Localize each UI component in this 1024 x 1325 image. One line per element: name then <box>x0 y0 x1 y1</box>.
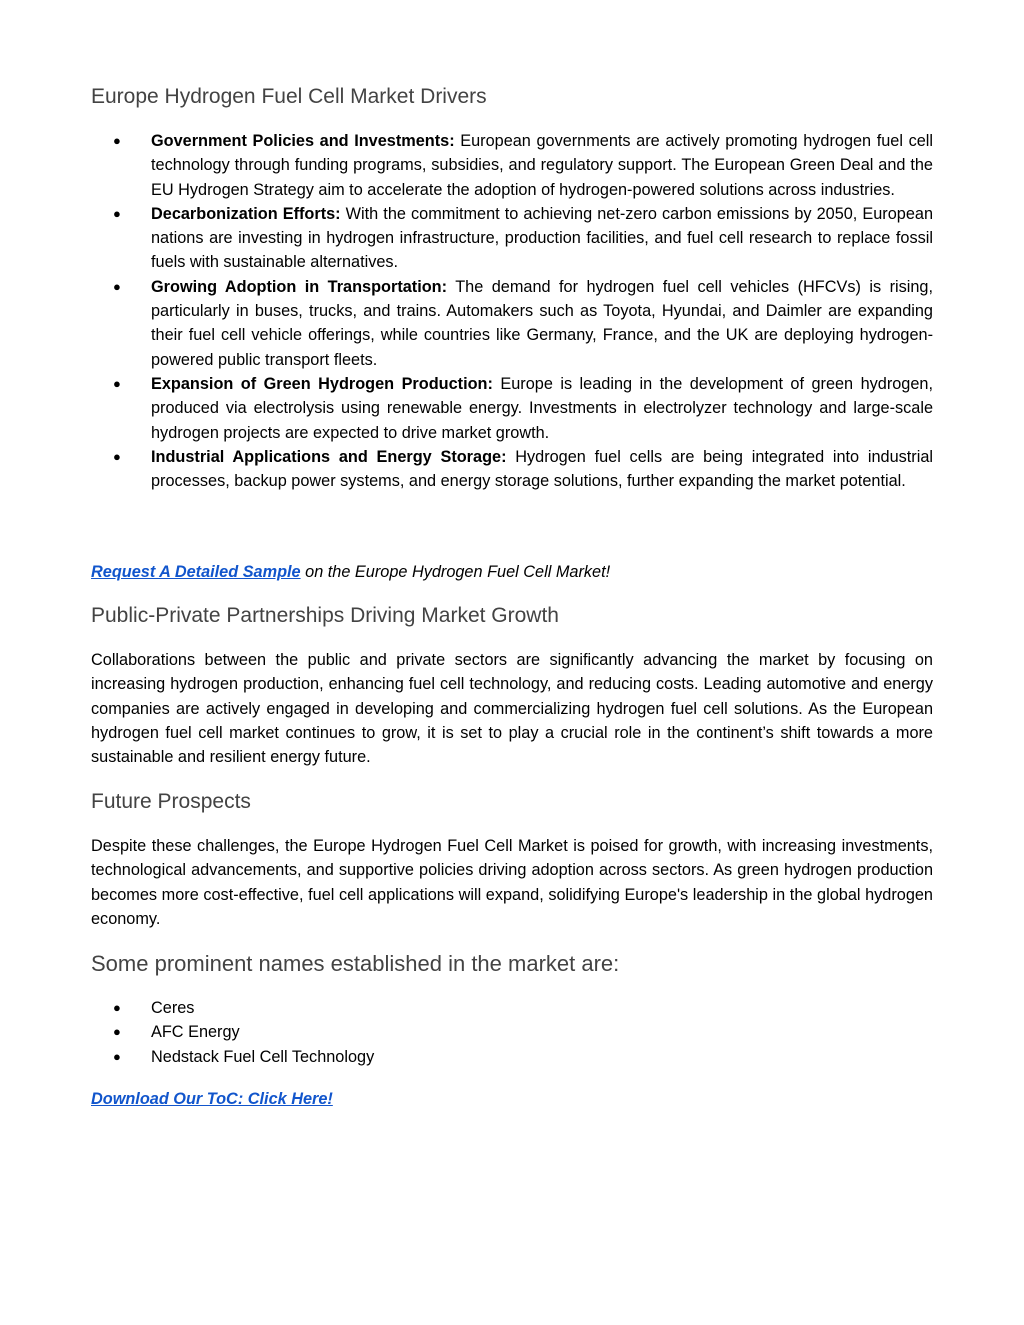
toc-cta <box>91 1087 333 1111</box>
heading-companies: Some prominent names established in the market are: <box>91 951 620 976</box>
request-sample-link[interactable]: Request A Detailed Sample <box>91 563 301 581</box>
bullet-icon: ● <box>113 448 121 464</box>
bullet-icon: ● <box>113 278 121 294</box>
list-item <box>91 1020 933 1044</box>
sample-cta-suffix: on the Europe Hydrogen Fuel Cell Market! <box>300 563 611 581</box>
driver-text: Europe is leading in the development of green hydrogen, produced via electrolysis using renewable energy. Investments in electrolyzer technology and large-scale hydrogen projects are expected to drive market growth. <box>151 374 933 442</box>
company-name: AFC Energy <box>151 1023 240 1042</box>
driver-title: Government Policies and Investments: <box>151 132 455 150</box>
download-toc-link[interactable]: Download Our ToC: Click Here! <box>91 1090 333 1108</box>
driver-text: The demand for hydrogen fuel cell vehicles (HFCVs) is rising, particularly in buses, trucks, and trains. Automakers such as Toyota, Hyundai, and Daimler are expanding their fuel cell vehicle offerings, while countries like Germany, France, and the UK are deploying hydrogen-powered public transport fleets. <box>151 277 933 369</box>
sample-cta <box>91 560 610 584</box>
heading-market-drivers: Europe Hydrogen Fuel Cell Market Drivers <box>91 85 487 108</box>
list-item <box>91 202 933 275</box>
list-item <box>91 372 933 445</box>
company-name: Nedstack Fuel Cell Technology <box>151 1047 375 1066</box>
bullet-icon: ● <box>113 1000 121 1015</box>
heading-future-prospects: Future Prospects <box>91 790 251 813</box>
heading-partnerships: Public-Private Partnerships Driving Market Growth <box>91 604 559 627</box>
driver-title: Expansion of Green Hydrogen Production: <box>151 374 493 393</box>
driver-title: Industrial Applications and Energy Storage: <box>151 447 507 466</box>
bullet-icon: ● <box>113 375 121 391</box>
list-item <box>91 996 933 1020</box>
driver-title: Growing Adoption in Transportation: <box>151 277 448 296</box>
driver-text: With the commitment to achieving net-zero carbon emissions by 2050, European nations are investing in hydrogen infrastructure, production facilities, and fuel cell research to replace fossil fuels with sustainable alternatives. <box>151 204 934 272</box>
bullet-icon: ● <box>113 1024 121 1040</box>
bullet-icon: ● <box>113 133 121 148</box>
companies-list <box>91 996 933 1069</box>
list-item <box>91 1045 933 1069</box>
drivers-list <box>91 129 933 493</box>
driver-text: European governments are actively promoting hydrogen fuel cell technology through funding programs, subsidies, and regulatory support. The European Green Deal and the EU Hydrogen Strategy aim to accelerate the adoption of hydrogen-powered solutions across industries. <box>151 132 933 199</box>
driver-text: Hydrogen fuel cells are being integrated into industrial processes, backup power systems, and energy storage solutions, further expanding the market potential. <box>151 447 934 491</box>
partnerships-paragraph: Collaborations between the public and private sectors are significantly advancing the market by focusing on increasing hydrogen production, enhancing fuel cell technology, and reducing costs. Leading automotive and energy companies are actively engaged in developing and commercializing hydrogen fuel cell solutions. As the European hydrogen fuel cell market continues to grow, it is set to play a crucial role in the continent’s shift towards a more sustainable and resilient energy future. <box>91 651 933 767</box>
company-name: Ceres <box>151 999 195 1017</box>
bullet-icon: ● <box>113 205 121 221</box>
bullet-icon: ● <box>113 1048 121 1064</box>
list-item <box>91 129 933 202</box>
future-paragraph: Despite these challenges, the Europe Hydrogen Fuel Cell Market is poised for growth, with increasing investments, technological advancements, and supportive policies driving adoption across sectors. As green hydrogen production becomes more cost-effective, fuel cell applications will expand, solidifying Europe's leadership in the global hydrogen economy. <box>91 837 933 928</box>
list-item <box>91 445 933 494</box>
driver-title: Decarbonization Efforts: <box>151 204 341 223</box>
list-item <box>91 275 933 372</box>
